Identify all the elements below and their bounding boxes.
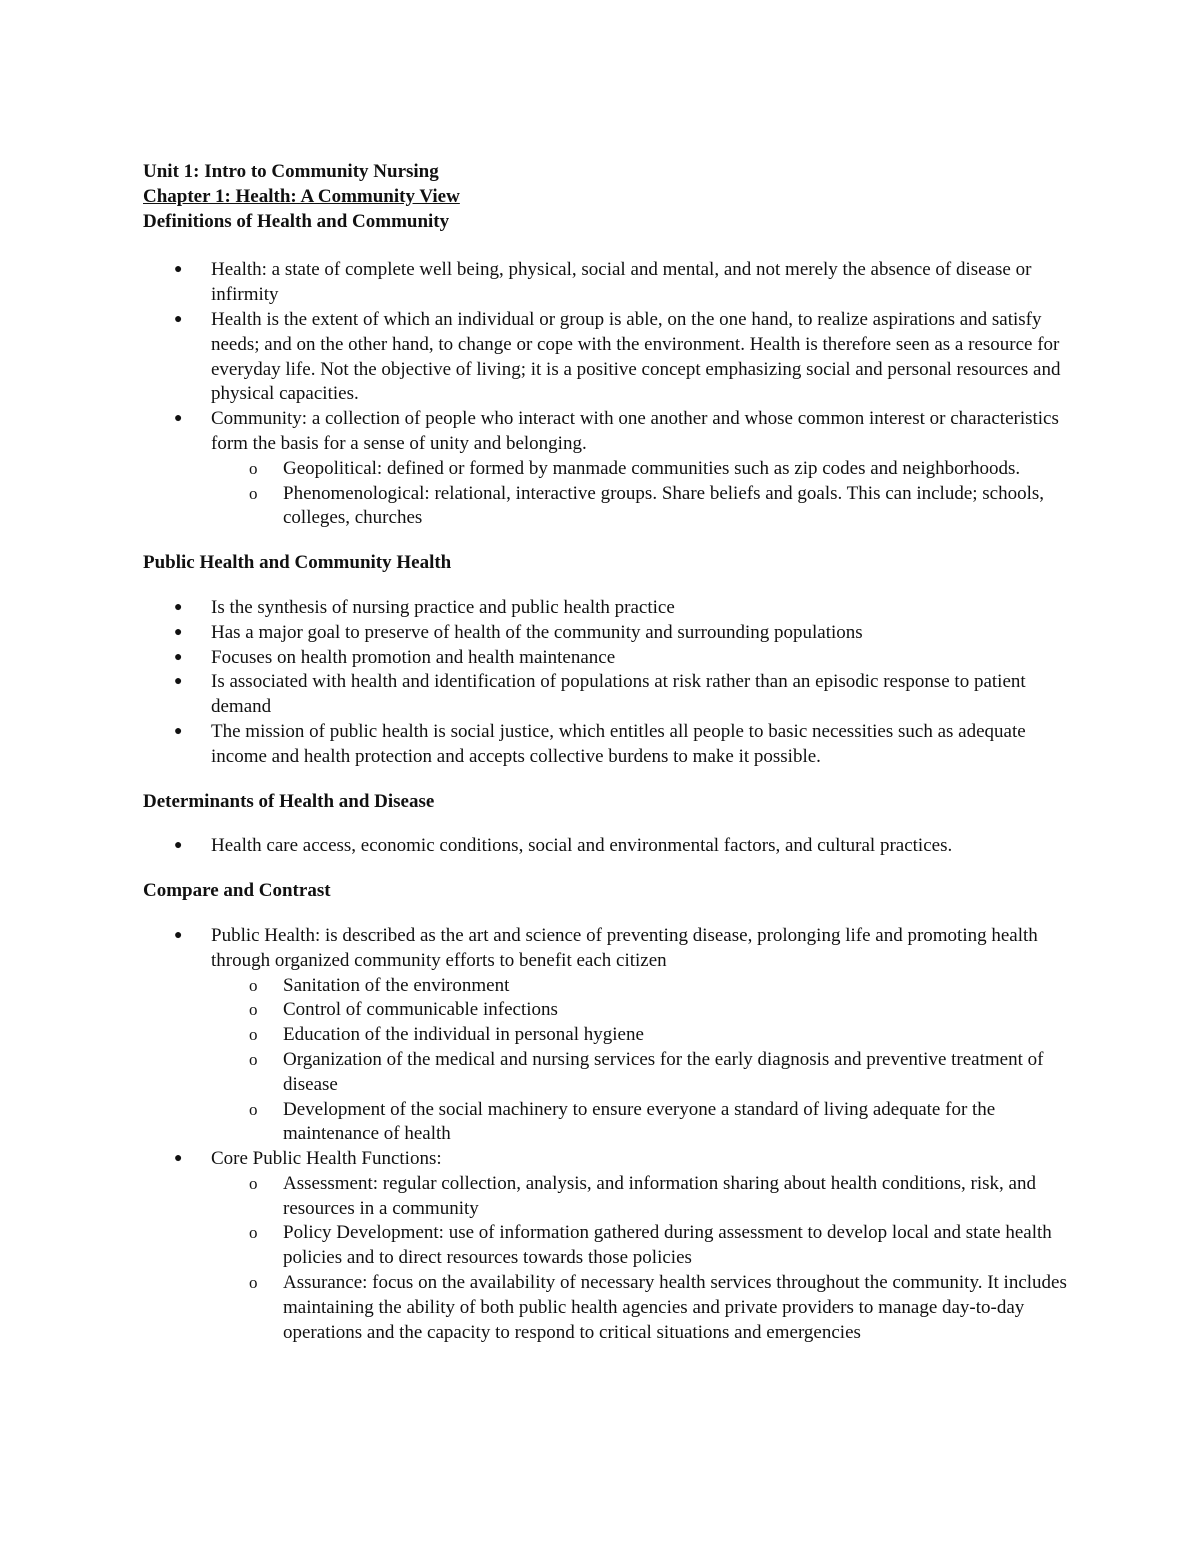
sub-list-item: o Organization of the medical and nursing services for the early diagnosis and preventive treatment of disease [249, 1048, 1044, 1095]
list-item: ● Health care access, economic conditions, social and environmental factors, and cultural practices. [143, 834, 1073, 859]
sub-list-item: o Control of communicable infections [211, 998, 1073, 1023]
sub-bullet-icon: o [249, 1049, 258, 1069]
sub-list-item: o Sanitation of the environment [211, 974, 1073, 999]
list-item: ● Health is the extent of which an individual or group is able, on the one hand, to realize aspirations and satisfy needs; and on the other hand, to change or cope with the environment. Health is therefore seen as a resource for everyday life. Not the objective of living; it is a positive concept emphasizing social and personal resources and physical capacities. [174, 308, 1061, 405]
bullet-icon: ● [174, 599, 183, 615]
sub-list-item: o Geopolitical: defined or formed by manmade communities such as zip codes and neighborhoods. [211, 457, 1073, 482]
sub-list-item: o Assurance: focus on the availability of necessary health services throughout the community. It includes maintaining the ability of both public health agencies and private providers to manage day-to-day operations and the capacity to respond to critical situations and emergencies [249, 1272, 1067, 1343]
sub-bullet-icon: o [249, 1173, 258, 1193]
determinants-list [143, 834, 1073, 859]
sub-list-item: o Assessment: regular collection, analysis, and information sharing about health conditions, risk, and resources in a community [249, 1172, 1036, 1219]
list-item: ● Health: a state of complete well being, physical, social and mental, and not merely the absence of disease or infirmity [174, 259, 1032, 306]
public-health-sublist [211, 974, 1073, 1148]
definitions-list [143, 258, 1073, 531]
bullet-icon: ● [174, 674, 183, 690]
list-item: ● Focuses on health promotion and health maintenance [143, 646, 1073, 671]
sub-bullet-icon: o [249, 483, 258, 503]
sub-bullet-icon: o [249, 975, 258, 995]
bullet-icon: ● [174, 723, 183, 739]
core-functions-sublist [211, 1172, 1073, 1346]
unit-title: Unit 1: Intro to Community Nursing [143, 161, 439, 182]
sub-bullet-icon: o [249, 1273, 258, 1293]
sub-bullet-icon: o [249, 1000, 258, 1020]
chapter-title: Chapter 1: Health: A Community View [143, 185, 460, 207]
list-item: ● Public Health: is described as the art and science of preventing disease, prolonging life and promoting health through organized community efforts to benefit each citizen o Sanitation of the environment o Control of communicable infections o Education of the individual in personal hygiene o Organization of the medical and nursing services for the early diagnosis and preventive treatment of disease o Development of the social machinery to ensure everyone a standard of living adequate for the maintenance of health [143, 924, 1073, 1147]
bullet-icon: ● [174, 838, 183, 854]
list-item: ● Core Public Health Functions: o Assessment: regular collection, analysis, and information sharing about health conditions, risk, and resources in a community o Policy Development: use of information gathered during assessment to develop local and state health policies and to direct resources towards those policies o Assurance: focus on the availability of necessary health services throughout the community. It includes maintaining the ability of both public health agencies and private providers to manage day-to-day operations and the capacity to respond to critical situations and emergencies [143, 1147, 1073, 1345]
bullet-icon: ● [174, 311, 183, 327]
sub-list-item: o Phenomenological: relational, interactive groups. Share beliefs and goals. This can include; schools, colleges, churches [249, 482, 1045, 529]
sub-bullet-icon: o [249, 1099, 258, 1119]
list-item: ● Is the synthesis of nursing practice and public health practice [143, 596, 1073, 621]
bullet-icon: ● [174, 262, 183, 278]
list-item: ● Has a major goal to preserve of health of the community and surrounding populations [143, 621, 1073, 646]
list-item: ● The mission of public health is social justice, which entitles all people to basic necessities such as adequate income and health protection and accepts collective burdens to make it possible. [174, 720, 1026, 767]
sub-bullet-icon: o [249, 1223, 258, 1243]
document-page [143, 160, 1073, 1345]
list-item: ● Community: a collection of people who interact with one another and whose common interest or characteristics form the basis for a sense of unity and belonging. o Geopolitical: defined or formed by manmade communities such as zip codes and neighborhoods. o Phenomenological: relational, interactive groups. Share beliefs and goals. This can include; schools, colleges, churches [143, 407, 1073, 531]
bullet-icon: ● [174, 927, 183, 943]
sub-list-item: o Policy Development: use of information gathered during assessment to develop local and state health policies and to direct resources towards those policies [249, 1222, 1052, 1269]
section-heading-compare: Compare and Contrast [143, 880, 331, 902]
section-heading-public-health: Public Health and Community Health [143, 552, 452, 574]
bullet-icon: ● [174, 649, 183, 665]
section-heading-definitions: Definitions of Health and Community [143, 210, 450, 232]
list-item: ● Is associated with health and identification of populations at risk rather than an episodic response to patient demand [174, 671, 1026, 718]
sub-bullet-icon: o [249, 1025, 258, 1045]
bullet-icon: ● [174, 624, 183, 640]
sub-list-item: o Education of the individual in personal hygiene [211, 1023, 1073, 1048]
sub-bullet-icon: o [249, 458, 258, 478]
section-heading-determinants: Determinants of Health and Disease [143, 790, 435, 812]
bullet-icon: ● [174, 1151, 183, 1167]
bullet-icon: ● [174, 411, 183, 427]
public-health-list [143, 596, 1073, 770]
sub-list-item: o Development of the social machinery to ensure everyone a standard of living adequate for the maintenance of health [249, 1098, 996, 1145]
compare-list [143, 924, 1073, 1346]
community-sublist [211, 457, 1073, 531]
